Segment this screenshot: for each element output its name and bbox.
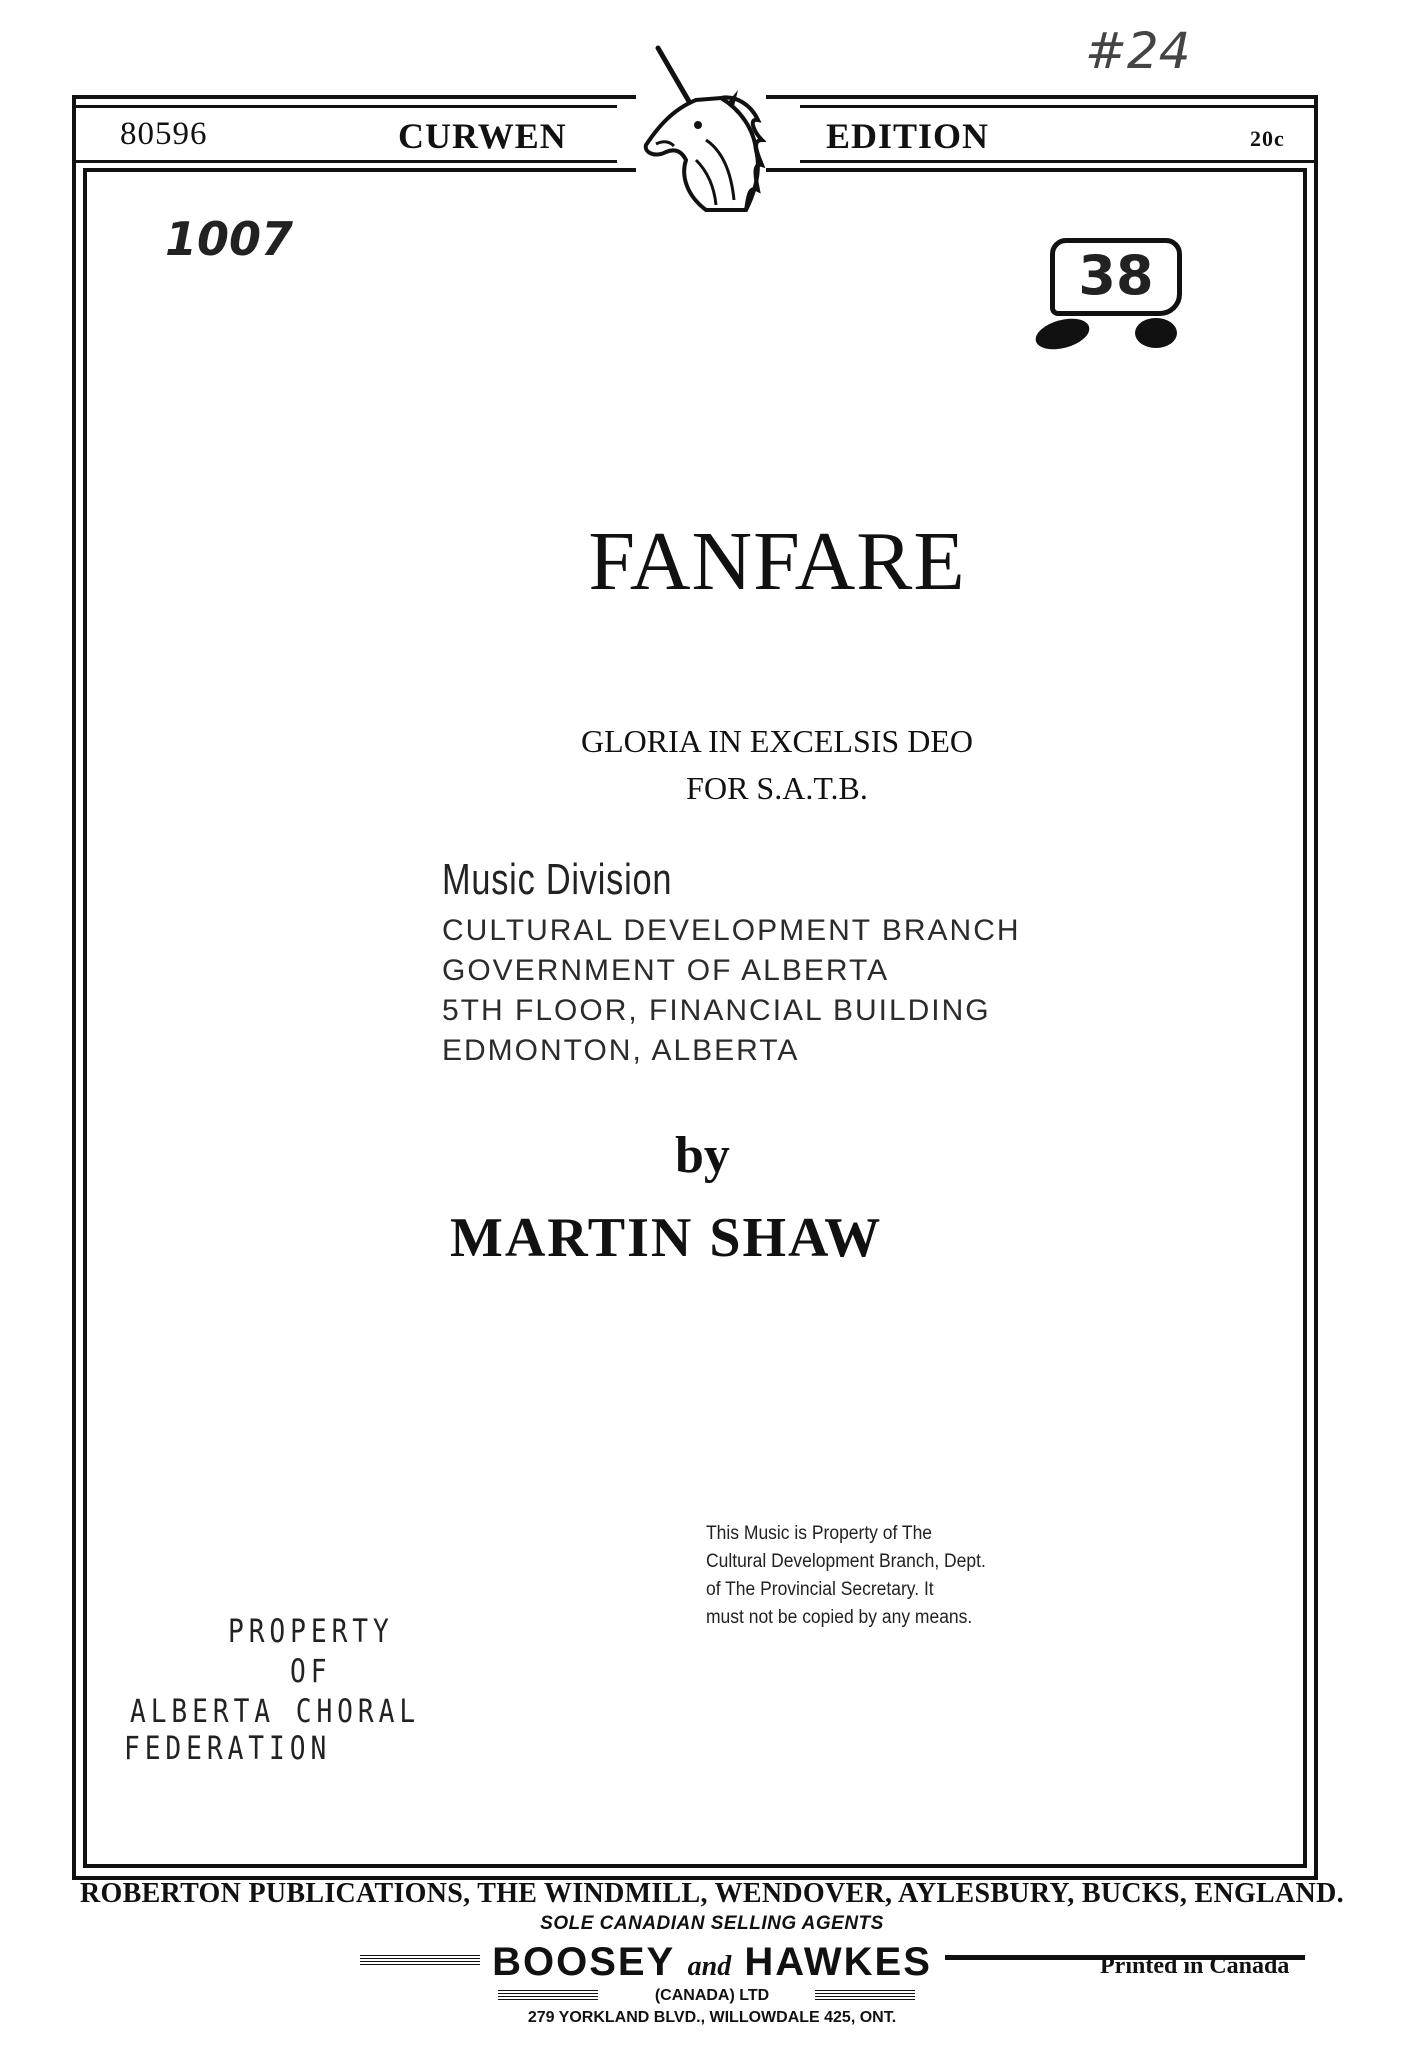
brand-left: BOOSEY [492, 1940, 675, 1984]
subtitle-line-1: GLORIA IN EXCELSIS DEO [581, 723, 973, 759]
price: 20c [1250, 126, 1285, 151]
library-stamp-heading: Music Division [442, 855, 673, 904]
property-notice-line: Cultural Development Branch, Dept. [706, 1551, 986, 1572]
property-stamp-line: PROPERTY [228, 1612, 394, 1650]
printed-in: Printed in Canada [1100, 1953, 1290, 1979]
page-title: FANFARE [588, 515, 966, 608]
brand-subtitle: (CANADA) LTD [654, 1987, 770, 2004]
property-stamp-line: FEDERATION [124, 1729, 332, 1767]
property-stamp-line: OF [290, 1652, 332, 1690]
library-stamp-line: EDMONTON, ALBERTA [442, 1034, 800, 1067]
property-notice-line: of The Provincial Secretary. It [706, 1579, 934, 1600]
subtitle-line-2: FOR S.A.T.B. [686, 770, 868, 806]
boxed-number-text: 38 [1078, 244, 1154, 307]
by-label: by [675, 1127, 730, 1184]
property-notice-line: must not be copied by any means. [706, 1607, 973, 1628]
handwritten-top-mark: #24 [1085, 22, 1191, 80]
composer-name: MARTIN SHAW [450, 1207, 883, 1269]
library-stamp-line: GOVERNMENT OF ALBERTA [442, 954, 890, 987]
agent-address: 279 YORKLAND BLVD., WILLOWDALE 425, ONT. [527, 2009, 897, 2026]
unicorn-head-icon [636, 40, 766, 215]
brand-right: HAWKES [744, 1940, 932, 1984]
catalog-number: 80596 [120, 116, 208, 152]
decorative-rule [815, 1990, 915, 2002]
header-rule [800, 160, 1318, 163]
property-notice-line: This Music is Property of The [706, 1523, 933, 1544]
header-rule [800, 105, 1318, 108]
selling-agents: SOLE CANADIAN SELLING AGENTS [540, 1913, 884, 1934]
property-stamp-line: ALBERTA CHORAL [130, 1692, 421, 1730]
handwritten-left-number: 1007 [165, 212, 294, 266]
library-stamp-line: 5TH FLOOR, FINANCIAL BUILDING [442, 994, 991, 1027]
header-rule [72, 105, 617, 108]
series-left: CURWEN [398, 116, 567, 156]
header-rule [72, 160, 617, 163]
library-stamp-line: CULTURAL DEVELOPMENT BRANCH [442, 914, 1021, 947]
series-right: EDITION [826, 116, 990, 156]
publisher-line: ROBERTON PUBLICATIONS, THE WINDMILL, WENDOVER, AYLESBURY, BUCKS, ENGLAND. [80, 1878, 1344, 1909]
library-stamp [442, 855, 1021, 1067]
brand-and: and [687, 1951, 732, 1982]
property-notice [706, 1520, 986, 1632]
